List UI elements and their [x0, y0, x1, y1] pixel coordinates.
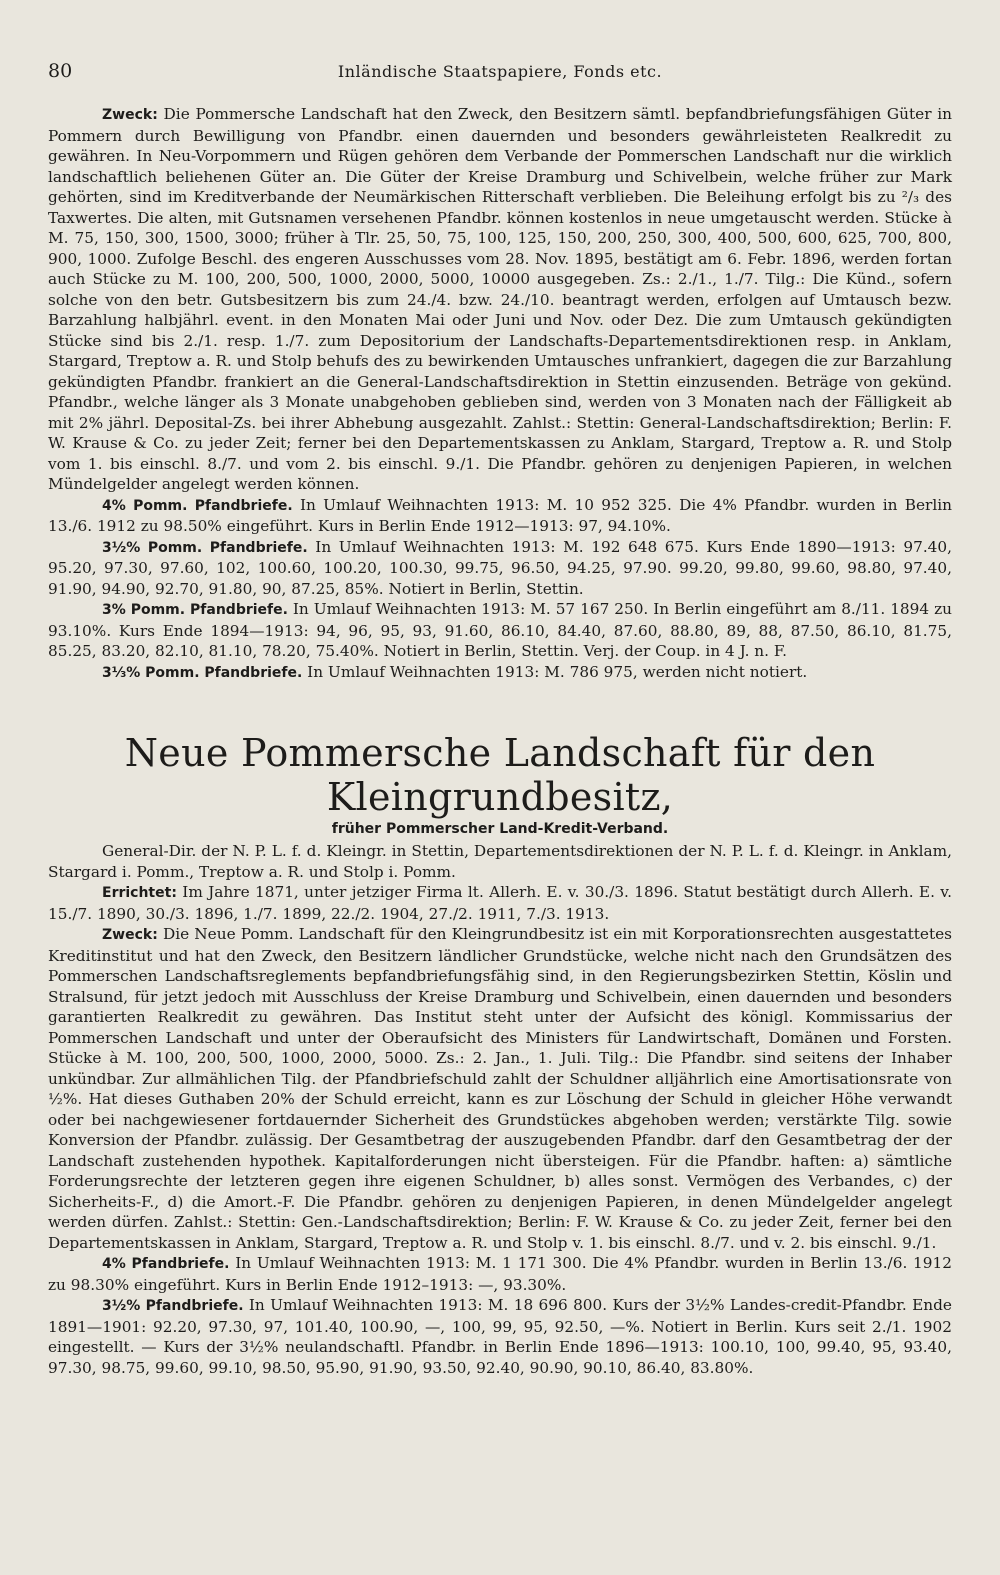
pfandbriefe-313-label: 3⅓% Pomm. Pfandbriefe.: [102, 664, 303, 681]
errichtet-label: Errichtet:: [102, 885, 177, 901]
errichtet-paragraph: [48, 882, 952, 924]
section-zweck-text: Die Neue Pomm. Landschaft für den Kleingrundbesitz ist ein mit Korporationsrechten ausgestattetes Kreditinstitut und hat den Zweck, den Besitzern ländlicher Grundstücke, welche nicht nach den Grundsätzen des Pommerschen Landschaftsreglements bepfandbriefungsfähig sind, in den Regierungsbezirken Stettin, Köslin und Stralsund, für jetzt jedoch mit Ausschluss der Kreise Dramburg und Schivelbein, einen dauernden und besonders garantierten Realkredit zu gewähren. Das Institut steht unter der Aufsicht des königl. Kommissarius der Pommerschen Landschaft und unter der Oberaufsicht des Ministers für Landwirtschaft, Domänen und Forsten. Stücke à M. 100, 200, 500, 1000, 2000, 5000. Zs.: 2. Jan., 1. Juli. Tilg.: Die Pfandbr. sind seitens der Inhaber unkündbar. Zur allmählichen Tilg. der Pfandbriefschuld zahlt der Schuldner alljährlich eine Amortisationsrate von ½%. Hat dieses Guthaben 20% der Schuld erreicht, kann es zur Löschung der Schuld in gleicher Höhe verwandt oder bei nachgewiesener fortdauernder Sicherheit des Grundstückes abgehoben werden; verstärkte Tilg. sowie Konversion der Pfandbr. zulässig. Der Gesamtbetrag der auszugebenden Pfandbr. darf den Gesamtbetrag der der Landschaft zustehenden hypothek. Kapitalforderungen nicht übersteigen. Für die Pfandbr. haften: a) sämtliche Forderungsrechte der letzteren gegen ihre eigenen Schuldner, b) alles sonst. Vermögen des Verbandes, c) der Sicherheits-F., d) die Amort.-F. Die Pfandbr. gehören zu denjenigen Papieren, in denen Mündelgelder angelegt werden dürfen. Zahlst.: Stettin: Gen.-Landschaftsdirektion; Berlin: F. W. Krause & Co. zu jeder Zeit, ferner bei den Departementskassen in Anklam, Stargard, Treptow a. R. und Stolp v. 1. bis einschl. 8./7. und v. 2. bis einschl. 9./1.: [48, 925, 952, 1252]
section-zweck-label: Zweck:: [102, 927, 158, 943]
pfandbriefe-3-paragraph: [48, 599, 952, 662]
neue-pfandbriefe-35-text: In Umlauf Weihnachten 1913: M. 18 696 800. Kurs der 3½% Landes-credit-Pfandbr. Ende 1891—1901: 92.20, 97.30, 97, 101.40, 100.90, —, 100, 99, 95, 92.50, —%. Notiert in Berlin. Kurs seit 2./1. 1902 eingestellt. — Kurs der 3½% neulandschaftl. Pfandbr. in Berlin Ende 1896—1913: 100.10, 100, 99.40, 95, 93.40, 97.30, 98.75, 99.60, 99.10, 98.50, 95.90, 91.90, 93.50, 92.40, 90.90, 90.10, 86.40, 83.80%.: [48, 1296, 952, 1377]
neue-pfandbriefe-4-text: In Umlauf Weihnachten 1913: M. 1 171 300. Die 4% Pfandbr. wurden in Berlin 13./6. 1912 zu 98.30% eingeführt. Kurs in Berlin Ende 1912–1913: —, 93.30%.: [48, 1254, 952, 1294]
section-zweck-paragraph: [48, 924, 952, 1253]
zweck-text: Die Pommersche Landschaft hat den Zweck, den Besitzern sämtl. bepfandbriefungsfähigen Güter in Pommern durch Bewilligung von Pfandbr. einen dauernden und besonders gewährleisteten Realkredit zu gewähren. In Neu-Vorpommern und Rügen gehören dem Verbande der Pommerschen Landschaft nur die wirklich landschaftlich beliehenen Güter an. Die Güter der Kreise Dramburg und Schivelbein, welche früher zur Mark gehörten, sind im Kreditverbande der Neumärkischen Ritterschaft verblieben. Die Beleihung erfolgt bis zu ²/₃ des Taxwertes. Die alten, mit Gutsnamen versehenen Pfandbr. können kostenlos in neue umgetauscht werden. Stücke à M. 75, 150, 300, 1500, 3000; früher à Tlr. 25, 50, 75, 100, 125, 150, 200, 250, 300, 400, 500, 600, 625, 700, 800, 900, 1000. Zufolge Beschl. des engeren Ausschusses vom 28. Nov. 1895, bestätigt am 6. Febr. 1896, werden fortan auch Stücke zu M. 100, 200, 500, 1000, 2000, 5000, 10000 ausgegeben. Zs.: 2./1., 1./7. Tilg.: Die Künd., sofern solche von den betr. Gutsbesitzern bis zum 24./4. bzw. 24./10. beantragt werden, erfolgen auf Umtausch bezw. Barzahlung halbjährl. event. in den Monaten Mai oder Juni und Nov. oder Dez. Die zum Umtausch gekündigten Stücke sind bis 2./1. resp. 1./7. zum Depositorium der Landschafts-Departementsdirektionen resp. in Anklam, Stargard, Treptow a. R. und Stolp behufs des zu bewirkenden Umtausches unfrankiert, dagegen die zur Barzahlung gekündigten Pfandbr. frankiert an die General-Landschaftsdirektion in Stettin einzusenden. Beträge von gekünd. Pfandbr., welche länger als 3 Monate unabgehoben geblieben sind, werden von 3 Monaten nach der Fälligkeit ab mit 2% jährl. Deposital-Zs. bei ihrer Abhebung ausgezahlt. Zahlst.: Stettin: General-Landschaftsdirektion; Berlin: F. W. Krause & Co. zu jeder Zeit; ferner bei den Departementskassen zu Anklam, Stargard, Treptow a. R. und Stolp vom 1. bis einschl. 8./7. und vom 2. bis einschl. 9./1. Die Pfandbr. gehören zu denjenigen Papieren, in welchen Mündelgelder angelegt werden können.: [48, 105, 952, 493]
pfandbriefe-35-label: 3½% Pomm. Pfandbriefe.: [102, 539, 308, 556]
zweck-label: Zweck:: [102, 107, 158, 123]
neue-pfandbriefe-4-label: 4% Pfandbriefe.: [102, 1256, 230, 1272]
neue-pfandbriefe-35-paragraph: [48, 1295, 952, 1378]
neue-pfandbriefe-35-label: 3½% Pfandbriefe.: [102, 1298, 244, 1314]
pfandbriefe-313-paragraph: [48, 662, 952, 684]
pfandbriefe-3-text: In Umlauf Weihnachten 1913: M. 57 167 250. In Berlin eingeführt am 8./11. 1894 zu 93.10%. Kurs Ende 1894—1913: 94, 96, 95, 93, 91.60, 86.10, 84.40, 87.60, 88.80, 89, 88, 87.50, 86.10, 81.75, 85.25, 83.20, 82.10, 81.10, 78.20, 75.40%. Notiert in Berlin, Stettin. Verj. der Coup. in 4 J. n. F.: [48, 600, 952, 660]
section-subtitle: früher Pommerscher Land-Kredit-Verband.: [331, 821, 669, 837]
general-dir-paragraph: General-Dir. der N. P. L. f. d. Kleingr. in Stettin, Departementsdirektionen der N. P. L. f. d. Kleingr. in Anklam, Stargard i. Pomm., Treptow a. R. und Stolp i. Pomm.: [48, 842, 952, 881]
pfandbriefe-313-text: In Umlauf Weihnachten 1913: M. 786 975, werden nicht notiert.: [307, 662, 808, 681]
pfandbriefe-4-paragraph: [48, 495, 952, 537]
running-title: Inländische Staatspapiere, Fonds etc.: [337, 62, 663, 81]
running-head: [48, 60, 952, 90]
zweck-paragraph: [48, 104, 952, 495]
neue-pfandbriefe-4-paragraph: [48, 1253, 952, 1295]
errichtet-text: Im Jahre 1871, unter jetziger Firma lt. Allerh. E. v. 30./3. 1896. Statut bestätigt durch Allerh. E. v. 15./7. 1890, 30./3. 1896, 1./7. 1899, 22./2. 1904, 27./2. 1911, 7./3. 1913.: [48, 883, 952, 923]
section-title: Neue Pommersche Landschaft für den Kleingrundbesitz,: [124, 731, 876, 819]
pfandbriefe-4-text: In Umlauf Weihnachten 1913: M. 10 952 325. Die 4% Pfandbr. wurden in Berlin 13./6. 1912 zu 98.50% eingeführt. Kurs in Berlin Ende 1912—1913: 97, 94.10%.: [48, 495, 952, 535]
pfandbriefe-4-label: 4% Pomm. Pfandbriefe.: [102, 497, 293, 514]
pfandbriefe-35-text: In Umlauf Weihnachten 1913: M. 192 648 675. Kurs Ende 1890—1913: 97.40, 95.20, 97.30, 97.60, 102, 100.60, 100.20, 100.30, 99.75, 96.50, 94.25, 97.90. 99.20, 99.80, 99.60, 98.80, 97.40, 91.90, 94.90, 92.70, 91.80, 90, 87.25, 85%. Notiert in Berlin, Stettin.: [48, 537, 953, 598]
page-number: 80: [48, 60, 73, 82]
pfandbriefe-35-paragraph: [48, 537, 952, 600]
pfandbriefe-3-label: 3% Pomm. Pfandbriefe.: [102, 602, 288, 618]
